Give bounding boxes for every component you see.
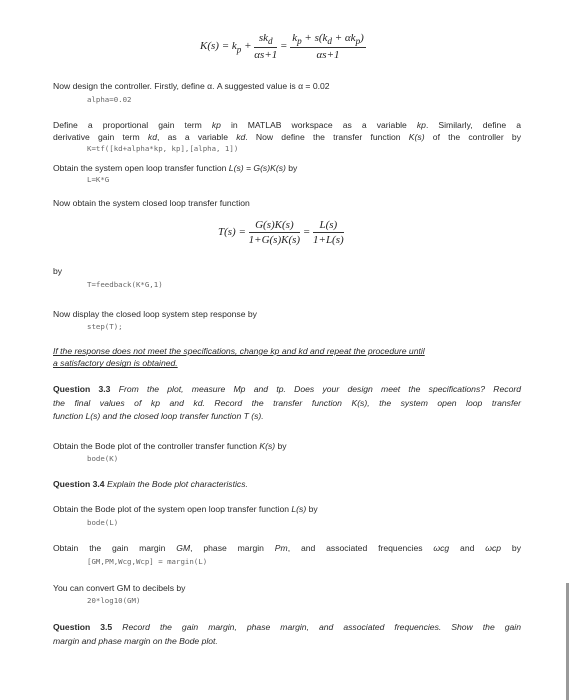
- bode-open-loop-paragraph: Obtain the Bode plot of the system open loop transfer function L(s) by: [53, 504, 318, 514]
- decibel-code: 20*log10(GM): [87, 596, 141, 605]
- step-code: step(T);: [87, 322, 123, 331]
- feedback-code: T=feedback(K*G,1): [87, 280, 163, 289]
- tf-code: K=tf([kd+alpha*kp, kp],[alpha, 1]): [87, 144, 239, 153]
- bode-open-loop-code: bode(L): [87, 518, 119, 527]
- closed-loop-equation: T(s) = $\frac{G(s)K(s)}{1+G(s)K(s)}$ = $\frac{L(s)}{1+L(s)}$: [218, 219, 344, 246]
- step-paragraph: Now display the closed loop system step response by: [53, 309, 257, 319]
- equation-fraction-2: $\frac{k_p + s(k_d + \alpha k_p)}{\alpha s+1}$: [292, 32, 364, 62]
- decibel-paragraph: You can convert GM to decibels by: [53, 583, 186, 593]
- equation-fraction-1: $\frac{sk_d}{\alpha s+1}$: [254, 32, 278, 62]
- closed-loop-fraction-1: $\frac{G(s)K(s)}{1+G(s)K(s)}$: [248, 219, 301, 246]
- controller-equation: $K(s) = k_p$ + $\frac{sk_d}{\alpha s+1}$ = $\frac{k_p + s(k_d + \alpha k_p)}{\alpha s+1}$: [200, 32, 364, 62]
- margin-paragraph: Obtain the gain margin GM, phase margin Pm, and associated frequencies ωcg and ωcp by: [53, 543, 521, 553]
- gain-definition-paragraph: Define a proportional gain term kp in MATLAB workspace as a variable kp. Similarly, define a derivative gain term kd, as a variable kd. Now define the transfer function K(s) of the controller by: [53, 120, 521, 143]
- bode-controller-code: bode(K): [87, 454, 119, 463]
- open-loop-paragraph: Obtain the system open loop transfer function L(s) = G(s)K(s) by: [53, 163, 298, 173]
- margin-code: [GM,PM,Wcg,Wcp] = margin(L): [87, 557, 208, 566]
- iteration-note: If the response does not meet the specifications, change kp and kd and repeat the procedure until a satisfactory design is obtained.: [53, 346, 425, 369]
- bode-controller-paragraph: Obtain the Bode plot of the controller transfer function K(s) by: [53, 441, 287, 451]
- open-loop-code: L=K*G: [87, 175, 110, 184]
- scrollbar-thumb[interactable]: [566, 583, 569, 700]
- alpha-code: alpha=0.02: [87, 95, 132, 104]
- question-3-3: Question 3.3 From the plot, measure Mp and tp. Does your design meet the specifications? Record the final values of kp and kd. Record the transfer function K(s), the system open loop transfer function L(s) and the closed loop transfer function T (s).: [53, 384, 521, 421]
- question-3-5: Question 3.5 Record the gain margin, phase margin, and associated frequencies. Show the gain margin and phase margin on the Bode plot.: [53, 622, 521, 646]
- closed-loop-paragraph: Now obtain the system closed loop transfer function: [53, 198, 250, 208]
- closed-loop-fraction-2: $\frac{L(s)}{1+L(s)}$: [313, 219, 344, 246]
- by-label: by: [53, 266, 63, 276]
- alpha-paragraph: Now design the controller. Firstly, define α. A suggested value is α = 0.02: [53, 81, 330, 91]
- question-3-4: Question 3.4 Explain the Bode plot characteristics.: [53, 479, 248, 489]
